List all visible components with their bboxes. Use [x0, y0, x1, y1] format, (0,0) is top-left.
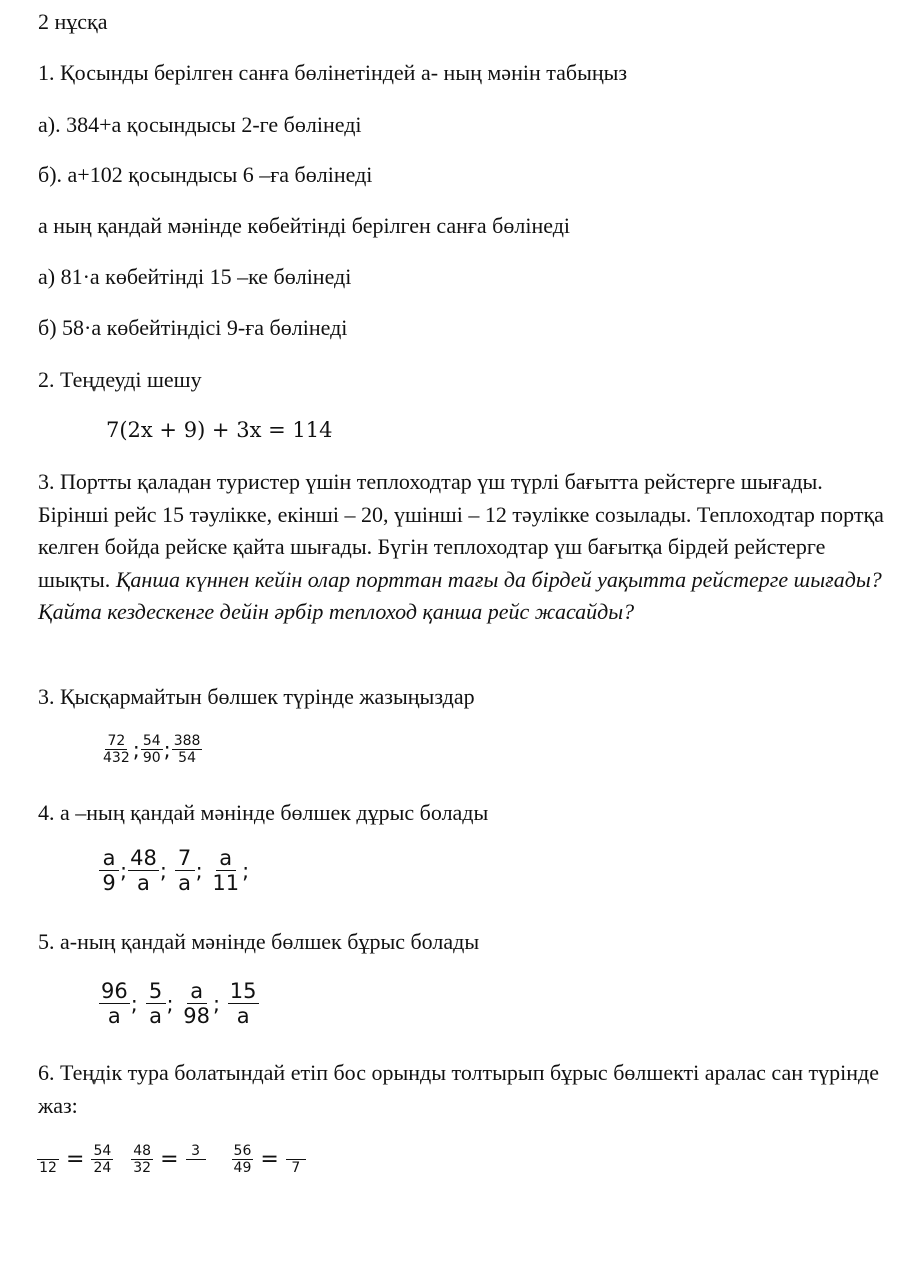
denominator: 12 — [39, 1160, 57, 1177]
denominator: 24 — [93, 1160, 112, 1177]
denominator: 90 — [142, 750, 161, 767]
separator: ; — [130, 991, 138, 1016]
blank-fraction[interactable] — [37, 1143, 59, 1176]
task6-equations — [36, 1143, 307, 1176]
equals-sign: = — [66, 1147, 85, 1173]
task1-item-c: а) 81·а көбейтінді 15 –ке бөлінеді — [38, 264, 352, 289]
task1-item-d: б) 58·а көбейтіндісі 9-ға бөлінеді — [38, 315, 348, 340]
denominator: а — [178, 871, 192, 896]
numerator: 7 — [175, 846, 195, 871]
denominator: а — [137, 871, 150, 896]
numerator: 48 — [130, 846, 157, 870]
task3-body: 3. Портты қаладан туристер үшін теплоходтар үш түрлі бағытта рейстерге шығады. Бірінші рейс 15 тәулікке, екінші – 20, үшінші – 12 тәулікке созылады. Теплоходтар портқа келген бойда рейске қайта шығады. Бүгін теплоходтар үш бағытқа бірдей рейстерге шықты. — [38, 469, 884, 592]
denominator: 54 — [178, 750, 196, 767]
numerator: 72 — [107, 733, 126, 749]
fraction — [172, 733, 203, 766]
equals-sign: = — [260, 1147, 279, 1173]
numerator: а — [99, 846, 119, 871]
fraction — [131, 1143, 153, 1176]
numerator-blank[interactable] — [37, 1143, 59, 1160]
task6-title: 6. Теңдік тура болатындай етіп бос орынды толтырып бұрыс бөлшекті аралас сан түрінде жаз: — [38, 1060, 879, 1118]
numerator-blank[interactable] — [286, 1143, 306, 1160]
separator: ; — [120, 858, 128, 883]
numerator: 5 — [146, 979, 166, 1004]
denominator: 11 — [212, 871, 240, 896]
blank-fraction[interactable] — [186, 1143, 206, 1176]
numerator: 54 — [142, 733, 161, 749]
fraction — [141, 733, 163, 766]
fraction — [99, 846, 119, 895]
numerator: 15 — [229, 979, 257, 1003]
separator: ; — [132, 737, 140, 762]
fraction — [232, 1143, 254, 1176]
task4-title: 4. а –ның қандай мәнінде бөлшек дұрыс болады — [38, 800, 489, 825]
fraction — [99, 979, 130, 1028]
separator: ; — [166, 991, 174, 1016]
task2-equation: 7(2x + 9) + 3x = 114 — [106, 418, 333, 442]
separator: ; — [213, 991, 221, 1016]
denominator: а — [107, 1004, 121, 1029]
task1-item-b: б). а+102 қосындысы 6 –ға бөлінеді — [38, 162, 373, 187]
numerator: 96 — [101, 979, 128, 1003]
fraction — [181, 979, 212, 1028]
denominator: 9 — [102, 871, 116, 896]
fraction — [128, 846, 159, 895]
separator: ; — [195, 858, 203, 883]
numerator: 388 — [173, 733, 201, 749]
separator: ; — [159, 858, 167, 883]
fraction — [146, 979, 166, 1028]
numerator: 56 — [233, 1143, 252, 1159]
numerator: а — [187, 979, 207, 1004]
task5-fractions — [98, 979, 260, 1028]
task1-subtitle: а ның қандай мәнінде көбейтінді берілген санға бөлінеді — [38, 213, 571, 238]
numerator: 48 — [133, 1143, 152, 1159]
task5-title: 5. а-ның қандай мәнінде бөлшек бұрыс болады — [38, 929, 480, 954]
fraction — [228, 979, 259, 1028]
task3-text — [38, 466, 888, 629]
blank-fraction[interactable] — [286, 1143, 306, 1176]
fraction — [210, 846, 241, 895]
fraction — [91, 1143, 113, 1176]
numerator: а — [216, 846, 236, 871]
numerator: 3 — [186, 1143, 206, 1160]
denominator: 98 — [183, 1004, 210, 1029]
task1-item-a: а). 384+а қосындысы 2-ге бөлінеді — [38, 112, 362, 137]
denominator: 432 — [103, 750, 130, 767]
equals-sign: = — [160, 1147, 179, 1173]
denominator-blank[interactable] — [194, 1160, 198, 1176]
numerator: 54 — [93, 1143, 112, 1159]
task2-title: 2. Теңдеуді шешу — [38, 367, 202, 392]
task3-question: Қанша күннен кейін олар порттан тағы да бірдей уақытта рейстерге шығады? Қайта кездескенге дейін әрбір теплоход қанша рейс жасайды? — [38, 566, 882, 624]
fraction — [175, 846, 195, 895]
denominator: 49 — [233, 1160, 252, 1177]
task3b-title: 3. Қысқармайтын бөлшек түрінде жазыңыздар — [38, 684, 475, 709]
denominator: 7 — [291, 1160, 301, 1177]
task3b-fractions — [100, 733, 203, 766]
denominator: а — [236, 1004, 250, 1029]
denominator: 32 — [133, 1160, 152, 1177]
separator: ; — [242, 858, 250, 883]
fraction — [101, 733, 132, 766]
variant-heading: 2 нұсқа — [38, 9, 108, 34]
separator: ; — [163, 737, 171, 762]
task1-title: 1. Қосынды берілген санға бөлінетіндей а- ның мәнін табыңыз — [38, 60, 628, 85]
denominator: а — [149, 1004, 162, 1029]
task4-fractions — [98, 846, 249, 895]
